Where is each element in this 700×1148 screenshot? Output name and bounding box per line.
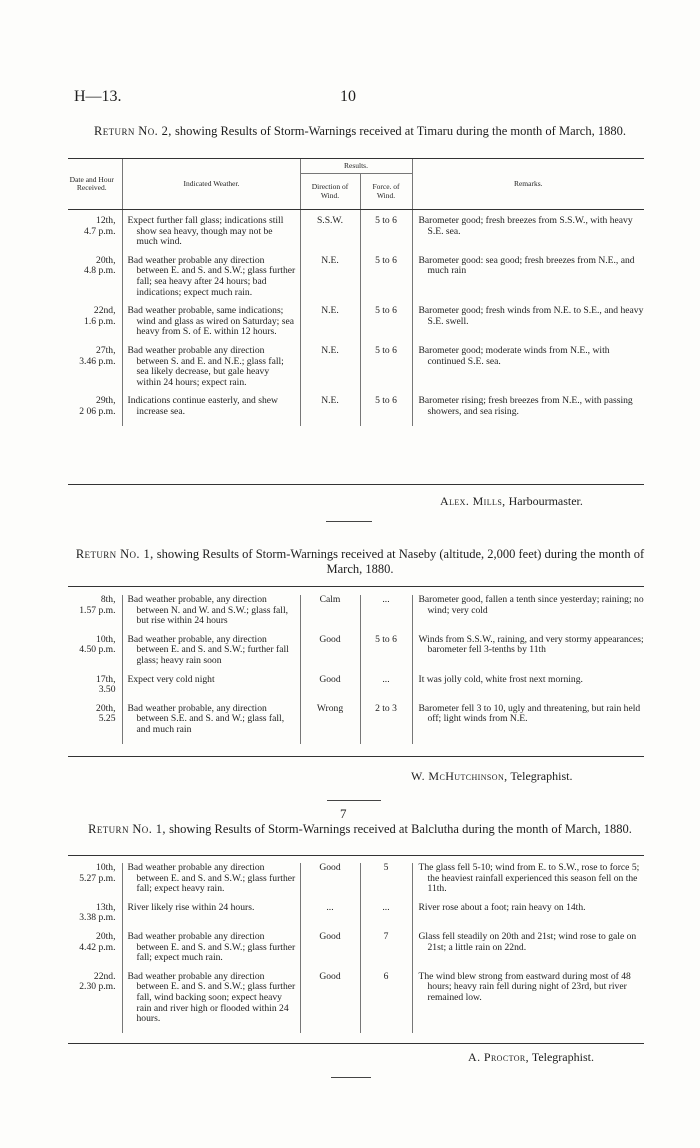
row-force [360, 635, 412, 675]
row-date-day: 29th, [96, 395, 116, 407]
row-weather-text: Bad weather probable any direction between E. and S. and S.W.; glass further fall; expect much rain. [127, 930, 296, 964]
row-force-text: 5 to 6 [375, 633, 397, 645]
row-force [360, 216, 412, 256]
table-row [68, 863, 644, 903]
row-date [68, 903, 122, 932]
naseby-table-top-rule [68, 586, 644, 587]
row-remarks-text: River rose about a foot; rain heavy on 14th. [418, 901, 586, 913]
balclutha-table [68, 863, 644, 1033]
row-remarks-text: It was jolly cold, white frost next morning. [418, 673, 583, 685]
row-date-time: 4.7 p.m. [84, 225, 116, 237]
row-force [360, 675, 412, 704]
row-weather [122, 346, 300, 396]
table-row [68, 635, 644, 675]
row-remarks-text: Barometer good; moderate winds from N.E., with continued S.E. sea. [418, 344, 610, 367]
row-date [68, 256, 122, 306]
row-force [360, 932, 412, 972]
row-weather [122, 932, 300, 972]
row-remarks-text: Barometer good; fresh breezes from S.S.W., with heavy S.E. sea. [418, 215, 633, 237]
row-direction [300, 306, 360, 346]
row-force [360, 704, 412, 744]
row-weather-text: Bad weather probable, any direction between S.E. and S. and W.; glass fall, and much rain [127, 702, 285, 735]
row-remarks-text: Barometer good: sea good; fresh breezes from N.E., and much rain [418, 254, 635, 277]
row-date [68, 972, 122, 1033]
end-divider [331, 1077, 371, 1078]
row-direction-text: N.E. [321, 254, 339, 266]
balclutha-title [70, 822, 650, 837]
timaru-signature [440, 494, 583, 509]
balclutha-title-rest: showing Results of Storm-Warnings received at Balclutha during the month of March, 1880. [165, 822, 632, 836]
row-direction [300, 863, 360, 903]
balclutha-title-lead: Return No. 1, [88, 822, 166, 836]
row-remarks [412, 396, 644, 425]
row-date [68, 675, 122, 704]
balclutha-table-bottom-rule [68, 1043, 644, 1044]
row-force-text: 7 [383, 930, 389, 942]
row-force [360, 972, 412, 1033]
row-date-time: 3.46 p.m. [79, 355, 116, 367]
table-row [68, 675, 644, 704]
row-direction [300, 972, 360, 1033]
row-date [68, 635, 122, 675]
row-direction-text: Calm [319, 594, 341, 605]
row-weather [122, 635, 300, 675]
row-direction [300, 396, 360, 425]
row-direction-text: N.E. [321, 305, 339, 317]
row-weather [122, 704, 300, 744]
row-date-time: 1.6 p.m. [84, 315, 116, 327]
row-force-text: 6 [383, 970, 389, 982]
row-date-day: 10th, [96, 633, 116, 645]
row-weather-text: River likely rise within 24 hours. [127, 901, 255, 913]
header-force: Force. of Wind. [360, 174, 412, 210]
row-date-time: 5.25 [98, 713, 116, 725]
balclutha-signature-role: Telegraphist. [529, 1050, 594, 1064]
row-direction [300, 932, 360, 972]
row-date-time: 4.42 p.m. [79, 941, 116, 953]
row-remarks [412, 932, 644, 972]
table-row [68, 396, 644, 425]
row-weather [122, 863, 300, 903]
row-force-text: 5 [383, 862, 389, 873]
table-row [68, 903, 644, 932]
row-remarks [412, 595, 644, 635]
row-weather-text: Bad weather probable any direction between E. and S. and S.W.; glass further fall; expect heavy rain. [127, 862, 296, 895]
timaru-title [70, 124, 650, 139]
timaru-title-rest: showing Results of Storm-Warnings received at Timaru during the month of March, 1880. [171, 124, 626, 138]
row-direction [300, 635, 360, 675]
table-row [68, 704, 644, 744]
header-direction: Direction of Wind. [300, 174, 360, 210]
naseby-table-bottom-rule [68, 756, 644, 757]
row-direction-text: Good [319, 930, 341, 942]
row-date-time: 2.30 p.m. [79, 981, 116, 993]
row-weather-text: Bad weather probable any direction between E. and S. and S.W.; glass further fall; sea heavy after 24 hours; bad indications; expect much rain. [127, 254, 296, 298]
handwritten-mark: 7 [340, 806, 347, 821]
row-date [68, 595, 122, 635]
row-direction-text: N.E. [321, 344, 339, 356]
row-remarks [412, 704, 644, 744]
row-remarks [412, 346, 644, 396]
row-force [360, 306, 412, 346]
row-direction [300, 346, 360, 396]
row-weather [122, 595, 300, 635]
timaru-header-row [68, 159, 644, 174]
row-direction-text: Good [319, 862, 341, 873]
table-row [68, 306, 644, 346]
timaru-title-lead: Return No. 2, [94, 124, 172, 138]
row-weather-text: Expect further fall glass; indications still show sea heavy, though may not be much wind. [127, 215, 284, 248]
table-row [68, 256, 644, 306]
row-direction [300, 903, 360, 932]
row-date-time: 4.50 p.m. [79, 644, 116, 656]
row-weather-text: Expect very cold night [127, 673, 215, 685]
row-date-day: 12th, [96, 215, 116, 226]
row-remarks-text: Barometer good; fresh winds from N.E. to S.E., and heavy S.E. swell. [418, 305, 644, 327]
section-divider [326, 521, 372, 522]
balclutha-signature-name: A. Proctor, [468, 1050, 530, 1064]
row-weather-text: Indications continue easterly, and shew increase sea. [127, 395, 278, 417]
row-remarks [412, 216, 644, 256]
row-date-day: 27th, [96, 344, 116, 356]
row-date-day: 20th, [96, 930, 116, 942]
row-force-text: 5 to 6 [375, 395, 397, 407]
row-date [68, 704, 122, 744]
row-direction-text: Good [319, 673, 341, 685]
row-date-time: 3.50 [98, 684, 116, 696]
row-date [68, 932, 122, 972]
row-date-time: 2 06 p.m. [79, 405, 116, 417]
row-force-text: 5 to 6 [375, 254, 397, 266]
row-direction [300, 675, 360, 704]
row-remarks-text: Winds from S.S.W., raining, and very stormy appearances; barometer fell 3-tenths by 11th [418, 633, 644, 656]
row-direction-text: Good [319, 970, 341, 982]
row-date [68, 306, 122, 346]
row-direction-text: S.S.W. [316, 215, 344, 226]
page-header [0, 88, 700, 112]
row-remarks [412, 903, 644, 932]
row-weather [122, 903, 300, 932]
row-date-time: 1.57 p.m. [79, 604, 116, 616]
row-remarks-text: Barometer fell 3 to 10, ugly and threatening, but rain held off; light winds from N.E. [418, 702, 641, 725]
naseby-signature-name: W. McHutchinson, [411, 769, 508, 783]
row-date-day: 20th, [96, 254, 116, 266]
row-date-day: 22nd. [93, 970, 116, 982]
row-force-text: 5 to 6 [375, 305, 397, 317]
timaru-signature-name: Alex. Mills, [440, 494, 506, 508]
row-date-day: 10th, [96, 862, 116, 873]
timaru-table-bottom-rule [68, 484, 644, 485]
row-direction-text: Good [319, 633, 341, 645]
row-remarks [412, 256, 644, 306]
row-force [360, 256, 412, 306]
row-date-day: 13th, [96, 901, 116, 913]
timaru-table [68, 159, 644, 426]
row-remarks [412, 675, 644, 704]
naseby-signature [411, 769, 572, 784]
row-direction [300, 256, 360, 306]
row-force [360, 595, 412, 635]
row-weather-text: Bad weather probable any direction between E. and S. and S.W.; glass further fall, wind backing soon; expect heavy rain and river high or flooded within 24 hours. [127, 970, 296, 1025]
row-date [68, 216, 122, 256]
header-results: Results. [300, 159, 412, 174]
row-force-text: ... [382, 901, 390, 913]
row-weather [122, 396, 300, 425]
table-row [68, 932, 644, 972]
row-direction-text: ... [326, 901, 334, 913]
row-date-day: 22nd, [93, 305, 116, 317]
row-weather [122, 675, 300, 704]
naseby-title-rest: showing Results of Storm-Warnings received at Naseby (altitude, 2,000 feet) during the month of March, 1880. [153, 547, 645, 576]
row-weather [122, 216, 300, 256]
row-date [68, 346, 122, 396]
table-row [68, 346, 644, 396]
row-remarks [412, 635, 644, 675]
row-date [68, 396, 122, 425]
naseby-table [68, 595, 644, 744]
balclutha-table-top-rule [68, 855, 644, 856]
row-direction-text: N.E. [321, 395, 339, 407]
page-number: 10 [340, 88, 356, 105]
row-remarks-text: Barometer good, fallen a tenth since yesterday; raining; no wind; very cold [418, 594, 644, 616]
row-weather [122, 306, 300, 346]
row-force [360, 903, 412, 932]
header-remarks: Remarks. [412, 159, 644, 210]
row-direction [300, 216, 360, 256]
row-force-text: 5 to 6 [375, 215, 397, 226]
naseby-title-lead: Return No. 1, [75, 547, 154, 561]
row-remarks-text: The wind blew strong from eastward during most of 48 hours; heavy rain fell during night of 23rd, but river remained low. [418, 970, 631, 1003]
naseby-title [70, 547, 650, 577]
row-force-text: ... [382, 673, 390, 685]
row-force [360, 863, 412, 903]
row-date-day: 17th, [96, 673, 116, 685]
header-date: Date and Hour Received. [68, 159, 122, 210]
row-weather-text: Bad weather probable, any direction between E. and S. and S.W.; further fall glass; heavy rain soon [127, 633, 289, 666]
row-force [360, 396, 412, 425]
row-date-day: 20th, [96, 702, 116, 714]
row-remarks [412, 863, 644, 903]
row-date-day: 8th, [100, 594, 116, 605]
row-weather-text: Bad weather probable any direction between S. and E. and N.E.; glass fall; sea likely decrease, but gale heavy within 24 hours; expect rain. [127, 344, 284, 388]
row-force-text: 2 to 3 [375, 702, 397, 714]
header-weather: Indicated Weather. [122, 159, 300, 210]
naseby-signature-role: Telegraphist. [507, 769, 573, 783]
row-force-text: 5 to 6 [375, 344, 397, 356]
balclutha-signature [468, 1050, 594, 1065]
row-date-time: 3.38 p.m. [79, 912, 116, 924]
row-remarks-text: Barometer rising; fresh breezes from N.E., with passing showers, and sea rising. [418, 395, 633, 417]
row-date [68, 863, 122, 903]
row-force [360, 346, 412, 396]
table-row [68, 595, 644, 635]
row-date-time: 4.8 p.m. [84, 265, 116, 277]
row-remarks [412, 972, 644, 1033]
row-direction [300, 595, 360, 635]
row-weather [122, 972, 300, 1033]
table-row [68, 972, 644, 1033]
row-weather [122, 256, 300, 306]
row-date-time: 5.27 p.m. [79, 872, 116, 884]
row-force-text: ... [382, 594, 390, 605]
section-divider [327, 800, 381, 801]
timaru-signature-role: Harbourmaster. [505, 494, 583, 508]
table-row [68, 216, 644, 256]
row-weather-text: Bad weather probable, any direction between N. and W. and S.W.; glass fall, but rise within 24 hours [127, 594, 289, 627]
row-weather-text: Bad weather probable, same indications; wind and glass as wired on Saturday; sea heavy from S. of E. within 12 hours. [127, 305, 294, 338]
row-remarks [412, 306, 644, 346]
row-direction-text: Wrong [316, 702, 344, 714]
row-remarks-text: The glass fell 5-10; wind from E. to S.W., rose to force 5; the heaviest rainfall experienced this season fell on the 11th. [418, 862, 640, 895]
row-remarks-text: Glass fell steadily on 20th and 21st; wind rose to gale on 21st; a little rain on 22nd. [418, 930, 637, 953]
row-direction [300, 704, 360, 744]
parliamentary-paper-id: H—13. [74, 88, 122, 105]
